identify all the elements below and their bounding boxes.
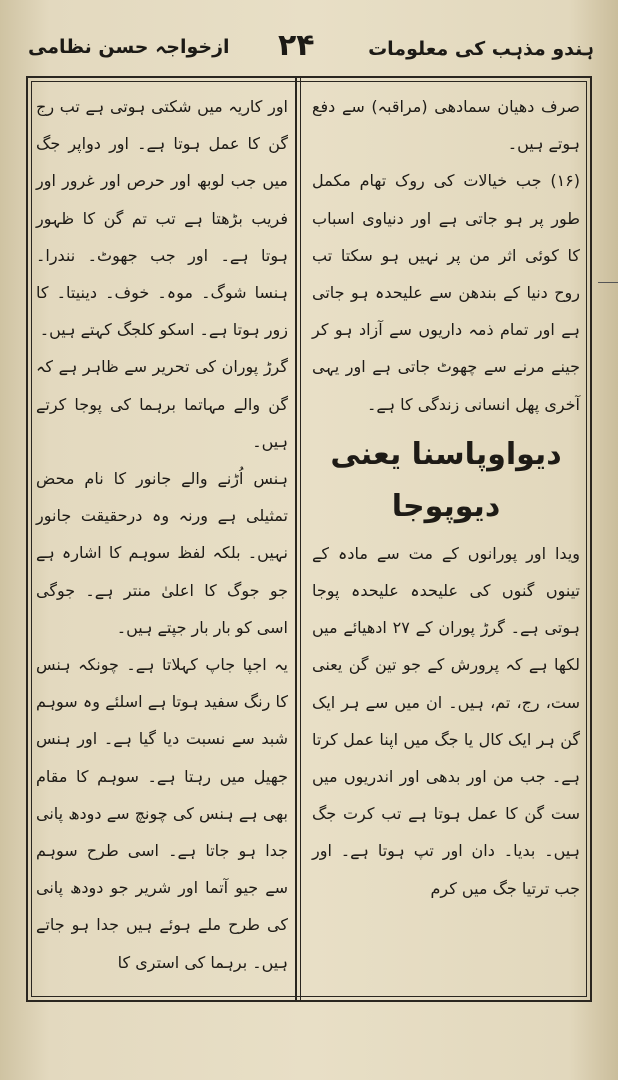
margin-mark [598, 282, 618, 283]
right-paragraph-1: صرف دھیان سمادھی (مراقبہ) سے دفع ہوتے ہیں۔ [312, 97, 580, 154]
left-paragraph-2: گرڑ پوران کی تحریر سے ظاہر ہے کہ گن والے مہاتما برہما کی پوجا کرتے ہیں۔ [36, 357, 288, 451]
left-column [36, 88, 288, 981]
right-paragraph-2: (۱۶) جب خیالات کی روک تھام مکمل طور پر ہو جاتی ہے اور دنیاوی اسباب کا کوئی اثر من پر نہیں ہو سکتا تب روح دنیا کے بندھن سے علیحدہ ہو جاتی ہے اور تمام ذمہ داریوں سے آزاد ہو کر جینے مرنے سے چھوٹ جاتی ہے اور یہی آخری پھل انسانی زندگی کا ہے۔ [312, 171, 580, 414]
author-line: ازخواجہ حسن نظامی [28, 36, 230, 58]
column-divider [295, 76, 297, 1002]
page-number: ۲۴ [278, 28, 315, 63]
book-title: ہندو مذہب کی معلومات [368, 38, 594, 60]
right-paragraph-3: ویدا اور پورانوں کے مت سے مادہ کے تینوں گنوں کی علیحدہ علیحدہ پوجا ہوتی ہے۔ گرڑ پوران کے ۲۷ ادھیائے میں لکھا ہے کہ پرورش کے جو تین گن یعنی ست، رج، تم، ہیں۔ ان میں سے ہر ایک گن ہر ایک کال یا جگ میں اپنا عمل کرتا ہے۔ جب من اور بدھی اور اندریوں میں ست گن کا عمل ہوتا ہے تب کرت جگ ہیں۔ بدیا۔ دان اور تپ ہوتا ہے۔ اور جب ترتیا جگ میں کرم [312, 543, 580, 898]
left-paragraph-1: اور کاریہ میں شکتی ہوتی ہے تب رج گن کا عمل ہوتا ہے۔ اور دواپر جگ میں جب لوبھ اور حرص اور غرور اور فریب بڑھتا ہے تب تم گن کا ظہور ہوتا ہے۔ اور جب جھوٹ۔ نندرا۔ ہنسا شوگ۔ موہ۔ خوف۔ دینیتا۔ کا زور ہوتا ہے۔ اسکو کلجگ کہتے ہیں۔ [36, 97, 288, 340]
left-paragraph-3: ہنس اُڑنے والے جانور کا نام محض تمثیلی ہے ورنہ وہ درحقیقت جانور نہیں۔ بلکہ لفظ سوہم کا اشارہ ہے جو جوگ کا اعلیٰ منتر ہے۔ جوگی اسی کو بار بار جپتے ہیں۔ [36, 469, 288, 637]
section-heading: دیواوپاسنا یعنی دیوپوجا [330, 436, 562, 524]
right-column [312, 88, 580, 907]
column-divider-inner [300, 76, 301, 1002]
page-header [28, 28, 594, 72]
left-paragraph-4: یہ اجپا جاپ کہلاتا ہے۔ چونکہ ہنس کا رنگ سفید ہوتا ہے اسلئے وہ سوہم شبد سے نسبت دیا گیا ہے۔ اور ہنس جھیل میں رہتا ہے۔ سوہم کا مقام بھی ہے ہنس کی چونچ سے دودھ پانی جدا ہو جاتا ہے۔ اسی طرح سوہم سے جیو آتما اور شریر جو دودھ پانی کی طرح ملے ہوئے ہیں جدا ہو جاتے ہیں۔ برہما کی استری کا [36, 655, 288, 972]
